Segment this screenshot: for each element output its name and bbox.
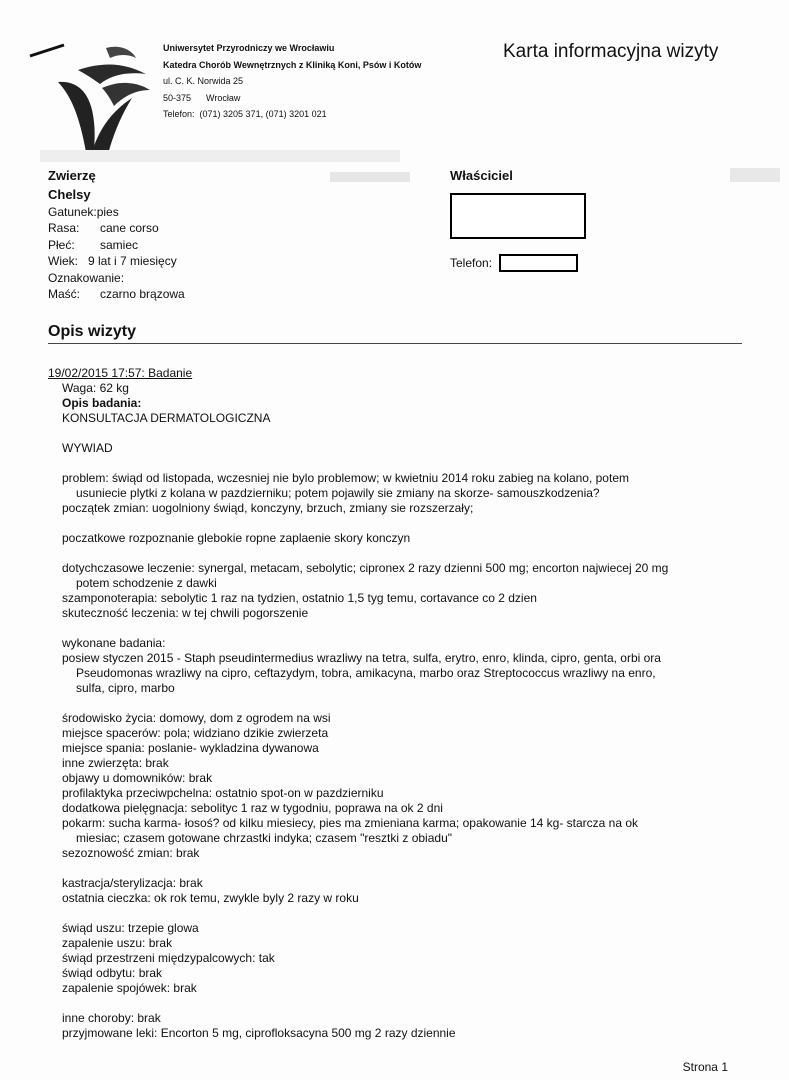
- blank-line: [62, 861, 668, 876]
- blank-line: [62, 906, 668, 921]
- blank-line: [62, 546, 668, 561]
- note-line: Pseudomonas wrazliwy na cipro, ceftazydym, tobra, amikacyna, marbo oraz Streptococcus wrazliwy na enro,: [76, 666, 656, 680]
- note-line: sulfa, cipro, marbo: [76, 681, 175, 695]
- scan-smudge: [330, 172, 410, 182]
- note-line: szamponoterapia: sebolytic 1 raz na tydzien, ostatnio 1,5 tyg temu, cortavance co 2 dzien: [62, 591, 537, 605]
- note-line: objawy u domowników: brak: [62, 771, 213, 785]
- field-label: Rasa:: [48, 221, 80, 236]
- note-line: ostatnia cieczka: ok rok temu, zwykle byly 2 razy w roku: [62, 891, 359, 905]
- institution-phone: Telefon: (071) 3205 371, (071) 3201 021: [163, 109, 327, 119]
- note-line: inne zwierzęta: brak: [62, 756, 169, 770]
- field-label: Maść:: [48, 287, 81, 302]
- university-logo: [28, 40, 153, 165]
- note-line: pokarm: sucha karma- łosoś? od kilku miesiecy, pies ma zmieniana karma; opakowanie 14 kg- starcza na ok: [62, 816, 639, 830]
- age-row: [48, 253, 185, 269]
- note-line: świąd odbytu: brak: [62, 966, 163, 980]
- institution-address: [163, 40, 421, 123]
- animal-species: Gatunek:pies: [48, 205, 119, 219]
- visit-notes: [62, 441, 668, 1041]
- field-value: 9 lat i 7 miesięcy: [88, 254, 177, 269]
- phone-redaction: [499, 254, 578, 272]
- note-line: poczatkowe rozpoznanie glebokie ropne zaplaenie skory konczyn: [62, 531, 411, 545]
- field-value: samiec: [100, 237, 139, 252]
- note-line: dodatkowa pielęgnacja: sebolityc 1 raz w tygodniu, poprawa na ok 2 dni: [62, 801, 443, 815]
- visit-date-header: 19/02/2015 17:57: Badanie: [48, 366, 193, 380]
- university-name: Uniwersytet Przyrodniczy we Wrocławiu: [163, 43, 335, 53]
- note-line: sezoznowość zmian: brak: [62, 846, 200, 860]
- blank-line: [62, 456, 668, 471]
- page-number: Strona 1: [682, 1060, 728, 1074]
- field-value: cane corso: [100, 221, 159, 236]
- note-line: świąd uszu: trzepie glowa: [62, 921, 199, 935]
- section-divider: [48, 343, 742, 344]
- owner-phone-label: Telefon:: [450, 256, 493, 270]
- street-address: ul. C. K. Norwida 25: [163, 76, 244, 86]
- note-line: miesiac; czasem gotowane chrzastki indyka; czasem "resztki z obiadu": [76, 831, 453, 845]
- note-line: miejsce spacerów: pola; widziano dzikie zwierzeta: [62, 726, 329, 740]
- document-title: Karta informacyjna wizyty: [503, 41, 719, 62]
- department-name: Katedra Chorób Wewnętrznych z Kliniką Koni, Psów i Kotów: [163, 59, 422, 70]
- field-label: Oznakowanie:: [48, 270, 125, 285]
- note-line: potem schodzenie z dawki: [76, 576, 217, 590]
- note-line: świąd przestrzeni międzypalcowych: tak: [62, 951, 275, 965]
- note-line: inne choroby: brak: [62, 1011, 161, 1025]
- field-label: Płeć:: [48, 237, 75, 252]
- note-line: miejsce spania: poslanie- wykladzina dywanowa: [62, 741, 319, 755]
- field-value: czarno brązowa: [100, 287, 185, 302]
- note-line: wykonane badania:: [62, 636, 166, 650]
- animal-heading: Zwierzę: [48, 168, 96, 183]
- owner-heading: Właściciel: [450, 168, 513, 183]
- scan-smudge: [40, 150, 400, 162]
- note-line: WYWIAD: [62, 441, 113, 455]
- blank-line: [62, 516, 668, 531]
- postal-city: 50-375 Wrocław: [163, 92, 241, 103]
- coat-row: [48, 286, 185, 302]
- sex-row: [48, 237, 185, 253]
- note-line: posiew styczen 2015 - Staph pseudintermedius wrazliwy na tetra, sulfa, erytro, enro, klinda, cipro, genta, orbi ora: [62, 651, 661, 665]
- note-line: początek zmian: uogolniony świąd, konczyny, brzuch, zmiany sie rozszerzały;: [62, 501, 474, 515]
- note-line: środowisko życia: domowy, dom z ogrodem na wsi: [62, 711, 331, 725]
- animal-details: [48, 204, 185, 302]
- note-line: usuniecie plytki z kolana w pazdzierniku; potem pojawily sie zmiany na skorze- samouszkodzenia?: [76, 486, 600, 500]
- blank-line: [62, 696, 668, 711]
- note-line: dotychczasowe leczenie: synergal, metacam, sebolytic; cipronex 2 razy dzienni 500 mg; encorton najwiecej 20 mg: [62, 561, 669, 575]
- visit-weight: Waga: 62 kg: [62, 381, 129, 395]
- blank-line: [62, 621, 668, 636]
- blank-line: [62, 996, 668, 1011]
- note-line: zapalenie uszu: brak: [62, 936, 173, 950]
- scan-smudge: [730, 168, 780, 182]
- marking-row: [48, 270, 185, 286]
- field-label: Wiek:: [48, 254, 78, 269]
- note-line: problem: świąd od listopada, wczesniej nie bylo problemow; w kwietniu 2014 roku zabieg na kolano, potem: [62, 471, 629, 485]
- breed-row: [48, 220, 185, 236]
- animal-name: Chelsy: [48, 187, 91, 202]
- note-line: przyjmowane leki: Encorton 5 mg, ciprofloksacyna 500 mg 2 razy dziennie: [62, 1026, 456, 1040]
- note-line: skuteczność leczenia: w tej chwili pogorszenie: [62, 606, 309, 620]
- note-line: profilaktyka przeciwpchelna: ostatnio spot-on w pazdzierniku: [62, 786, 384, 800]
- note-line: kastracja/sterylizacja: brak: [62, 876, 203, 890]
- note-line: zapalenie spojówek: brak: [62, 981, 197, 995]
- visit-section-title: Opis wizyty: [48, 323, 137, 340]
- consultation-type: KONSULTACJA DERMATOLOGICZNA: [62, 411, 271, 425]
- exam-description-label: Opis badania:: [62, 396, 142, 410]
- owner-redaction: [450, 193, 586, 239]
